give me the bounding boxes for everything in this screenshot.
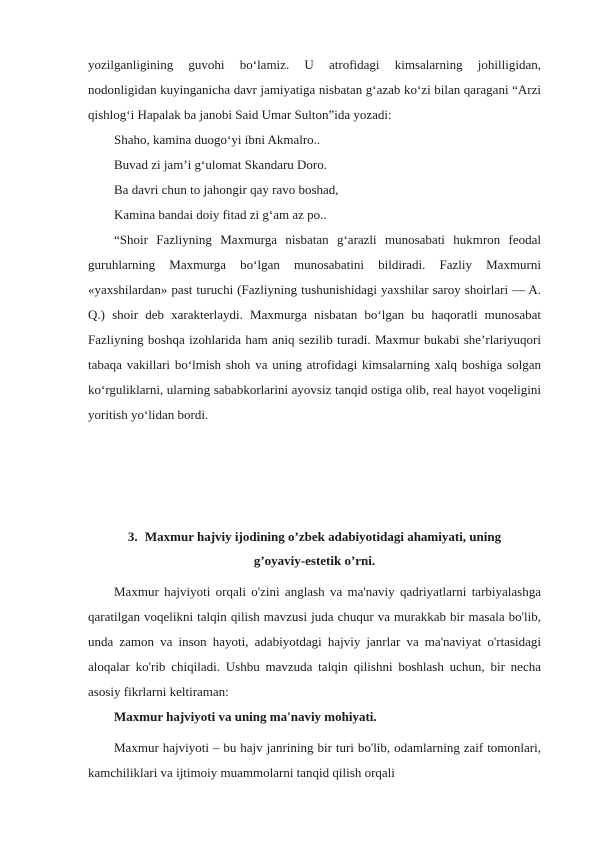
verse-line-1: Shaho, kamina duogo‘yi ibni Akmalro..: [114, 132, 321, 147]
section-heading: [88, 525, 541, 573]
verse-line-3: Ba davri chun to jahongir qay ravo boshad,: [114, 182, 339, 197]
blank-space: [88, 427, 541, 525]
paragraph-body-2: Maxmur hajviyoti – bu hajv janrining bir turi bo'lib, odamlarning zaif tomonlari, kamchiliklari va ijtimoiy muammolarni tanqid qilish orqali: [88, 740, 541, 780]
verse-line-4: Kamina bandai doiy fitad zi g‘am az po..: [114, 207, 327, 222]
verse-line-2: Buvad zi jam’i g‘ulomat Skandaru Doro.: [114, 157, 328, 172]
section-title-line-2: g’oyaviy-estetik o’rni.: [253, 553, 376, 568]
paragraph-intro: yozilganligining guvohi bo‘lamiz. U atrofidagi kimsalarning johilligidan, nodonligidan kuyinganicha davr jamiyatiga nisbatan g‘azab ko‘zi bilan qaragani “Arzi qishlog‘i Hapalak ba janobi Said Umar Sulton”ida yozadi:: [88, 57, 541, 122]
paragraph-body-1: Maxmur hajviyoti orqali o'zini anglash va ma'naviy qadriyatlarni tarbiyalashga qaratilgan voqelikni talqin qilish mavzusi juda chuqur va murakkab bir masala bo'lib, unda zamon va inson hayoti, adabiyotdagi hajviy janrlar va ma'naviyat o'rtasidagi aloqalar ko'rib chiqiladi. Ushbu mavzuda talqin qilishni boshlash uchun, bir necha asosiy fikrlarni keltiraman:: [88, 584, 541, 699]
paragraph-quote: “Shoir Fazliyning Maxmurga nisbatan g‘arazli munosabati hukmron feodal guruhlarning Maxmurga bo‘lgan munosabatini bildiradi. Fazliy Maxmurni «yaxshilardan» past turuchi (Fazliyning tushunishidagi yaxshilar saroy shoirlari — A. Q.) shoir deb xarakterlaydi. Maxmurga nisbatan bo‘lgan bu haqoratli munosabat Fazliyning boshqa izohlarida ham aniq sezilib turadi. Maxmur bukabi she’rlariyuqori tabaqa vakillari bo‘lmish shoh va uning atrofidagi kimsalarning xalq boshiga solgan ko‘rguliklarni, ularning sababkorlarini ayovsiz tanqid ostiga olib, real hayot voqeligini yoritish yo‘lidan bordi.: [88, 232, 541, 422]
subheading: Maxmur hajviyoti va uning ma'naviy mohiyati.: [114, 709, 377, 724]
section-title-line-1: Maxmur hajviy ijodining o’zbek adabiyotidagi ahamiyati, uning: [144, 529, 502, 544]
page-content: [88, 52, 541, 785]
section-number: 3.: [127, 529, 138, 544]
